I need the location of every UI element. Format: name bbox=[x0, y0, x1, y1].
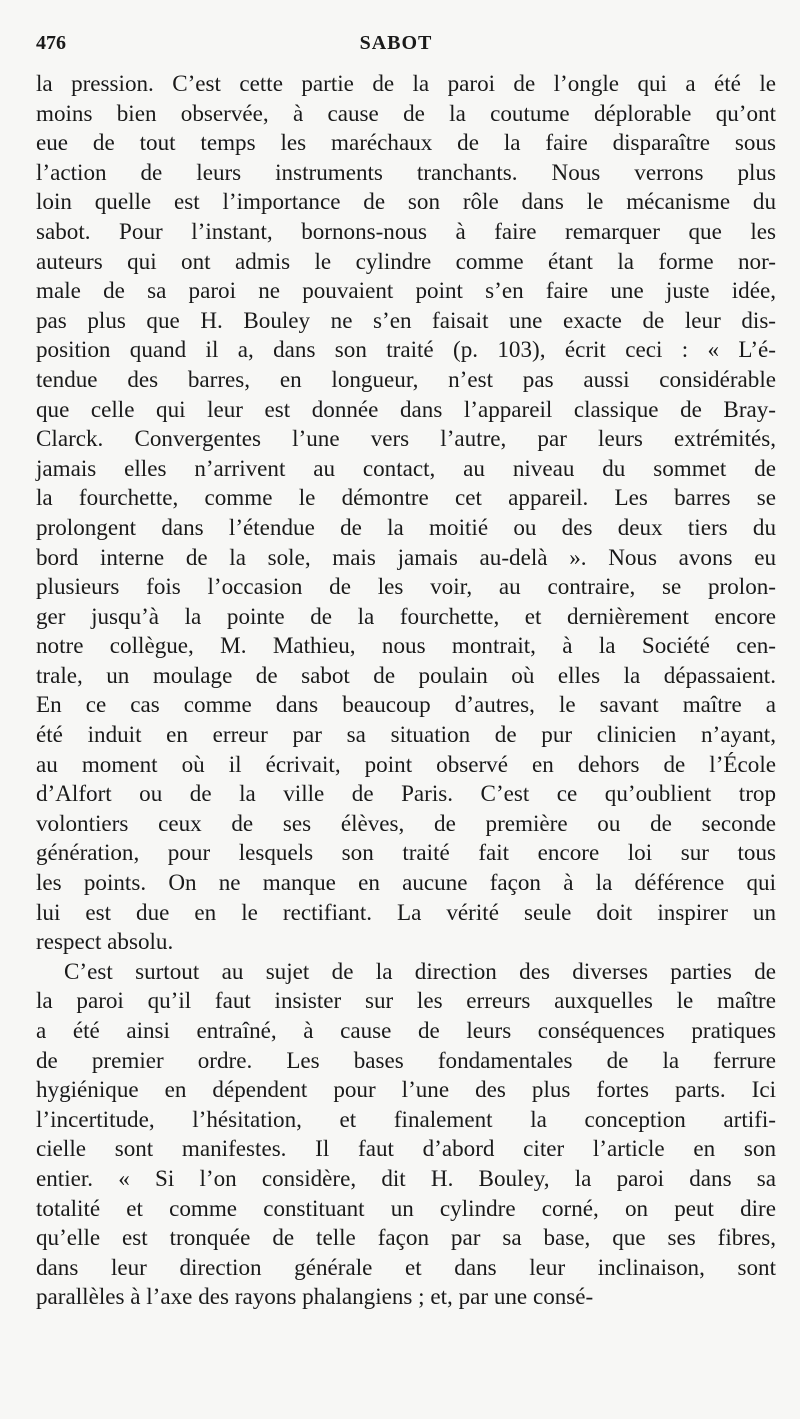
text-line: trale, un moulage de sabot de poulain où elles la dépassaient. bbox=[36, 661, 776, 688]
text-line: la paroi qu’il faut insister sur les erreurs auxquelles le maître bbox=[36, 987, 776, 1014]
text-line: lui est due en le rectifiant. La vérité seule doit inspirer un bbox=[36, 898, 776, 925]
text-line: notre collègue, M. Mathieu, nous montrait, à la Société cen- bbox=[36, 632, 776, 659]
text-line: que celle qui leur est donnée dans l’appareil classique de Bray- bbox=[36, 395, 776, 422]
text-line: dans leur direction générale et dans leur inclinaison, sont bbox=[36, 1253, 776, 1280]
text-line: auteurs qui ont admis le cylindre comme étant la forme nor- bbox=[36, 247, 776, 274]
text-line: pas plus que H. Bouley ne s’en faisait une exacte de leur dis- bbox=[36, 306, 776, 333]
text-line: de premier ordre. Les bases fondamentales de la ferrure bbox=[36, 1046, 776, 1073]
text-line: plusieurs fois l’occasion de les voir, au contraire, se prolon- bbox=[36, 573, 776, 600]
text-line: bord interne de la sole, mais jamais au-delà ». Nous avons eu bbox=[36, 543, 776, 570]
text-line: d’Alfort ou de la ville de Paris. C’est ce qu’oublient trop bbox=[36, 780, 776, 807]
text-line: respect absolu. bbox=[36, 928, 174, 955]
running-title: SABOT bbox=[359, 32, 433, 54]
text-line: été induit en erreur par sa situation de pur clinicien n’ayant, bbox=[36, 721, 776, 748]
text-line: a été ainsi entraîné, à cause de leurs conséquences pratiques bbox=[36, 1017, 776, 1043]
text-line: prolongent dans l’étendue de la moitié ou des deux tiers du bbox=[36, 513, 776, 540]
text-line: au moment où il écrivait, point observé en dehors de l’École bbox=[36, 750, 776, 777]
text-line: l’action de leurs instruments tranchants. Nous verrons plus bbox=[36, 158, 776, 185]
text-line: eue de tout temps les maréchaux de la faire disparaître sous bbox=[36, 129, 776, 156]
text-line: la pression. C’est cette partie de la paroi de l’ongle qui a été le bbox=[36, 70, 776, 96]
text-line: volontiers ceux de ses élèves, de première ou de seconde bbox=[36, 809, 776, 836]
text-line: jamais elles n’arrivent au contact, au niveau du sommet de bbox=[36, 454, 776, 481]
body-text bbox=[36, 69, 776, 1312]
text-line: moins bien observée, à cause de la coutume déplorable qu’ont bbox=[36, 99, 776, 126]
text-line: male de sa paroi ne pouvaient point s’en faire une juste idée, bbox=[36, 277, 776, 304]
text-line: totalité et comme constituant un cylindre corné, on peut dire bbox=[36, 1194, 776, 1221]
text-line: génération, pour lesquels son traité fait encore loi sur tous bbox=[36, 839, 776, 866]
page-number: 476 bbox=[36, 32, 66, 54]
text-line: sabot. Pour l’instant, bornons-nous à faire remarquer que les bbox=[36, 217, 776, 244]
text-line: cielle sont manifestes. Il faut d’abord citer l’article en son bbox=[36, 1135, 776, 1162]
paragraph bbox=[36, 69, 776, 957]
text-line: loin quelle est l’importance de son rôle dans le mécanisme du bbox=[36, 188, 776, 215]
text-line: Clarck. Convergentes l’une vers l’autre, par leurs extrémités, bbox=[36, 425, 776, 452]
text-line: parallèles à l’axe des rayons phalangiens ; et, par une consé- bbox=[36, 1283, 594, 1310]
text-line: ger jusqu’à la pointe de la fourchette, et dernièrement encore bbox=[36, 602, 776, 629]
text-line: qu’elle est tronquée de telle façon par sa base, que ses fibres, bbox=[36, 1224, 776, 1251]
text-line: C’est surtout au sujet de la direction des diverses parties de bbox=[64, 957, 776, 984]
text-line: En ce cas comme dans beaucoup d’autres, le savant maître a bbox=[36, 691, 776, 718]
text-line: la fourchette, comme le démontre cet appareil. Les barres se bbox=[36, 484, 776, 511]
text-line: les points. On ne manque en aucune façon à la déférence qui bbox=[36, 869, 776, 896]
text-line: entier. « Si l’on considère, dit H. Bouley, la paroi dans sa bbox=[36, 1164, 776, 1191]
text-line: l’incertitude, l’hésitation, et finalement la conception artifi- bbox=[36, 1105, 776, 1132]
paragraph bbox=[36, 957, 776, 1312]
page-header bbox=[36, 32, 756, 62]
text-line: position quand il a, dans son traité (p. 103), écrit ceci : « L’é- bbox=[36, 336, 776, 363]
text-line: tendue des barres, en longueur, n’est pas aussi considérable bbox=[36, 365, 776, 392]
text-line: hygiénique en dépendent pour l’une des plus fortes parts. Ici bbox=[36, 1076, 776, 1103]
